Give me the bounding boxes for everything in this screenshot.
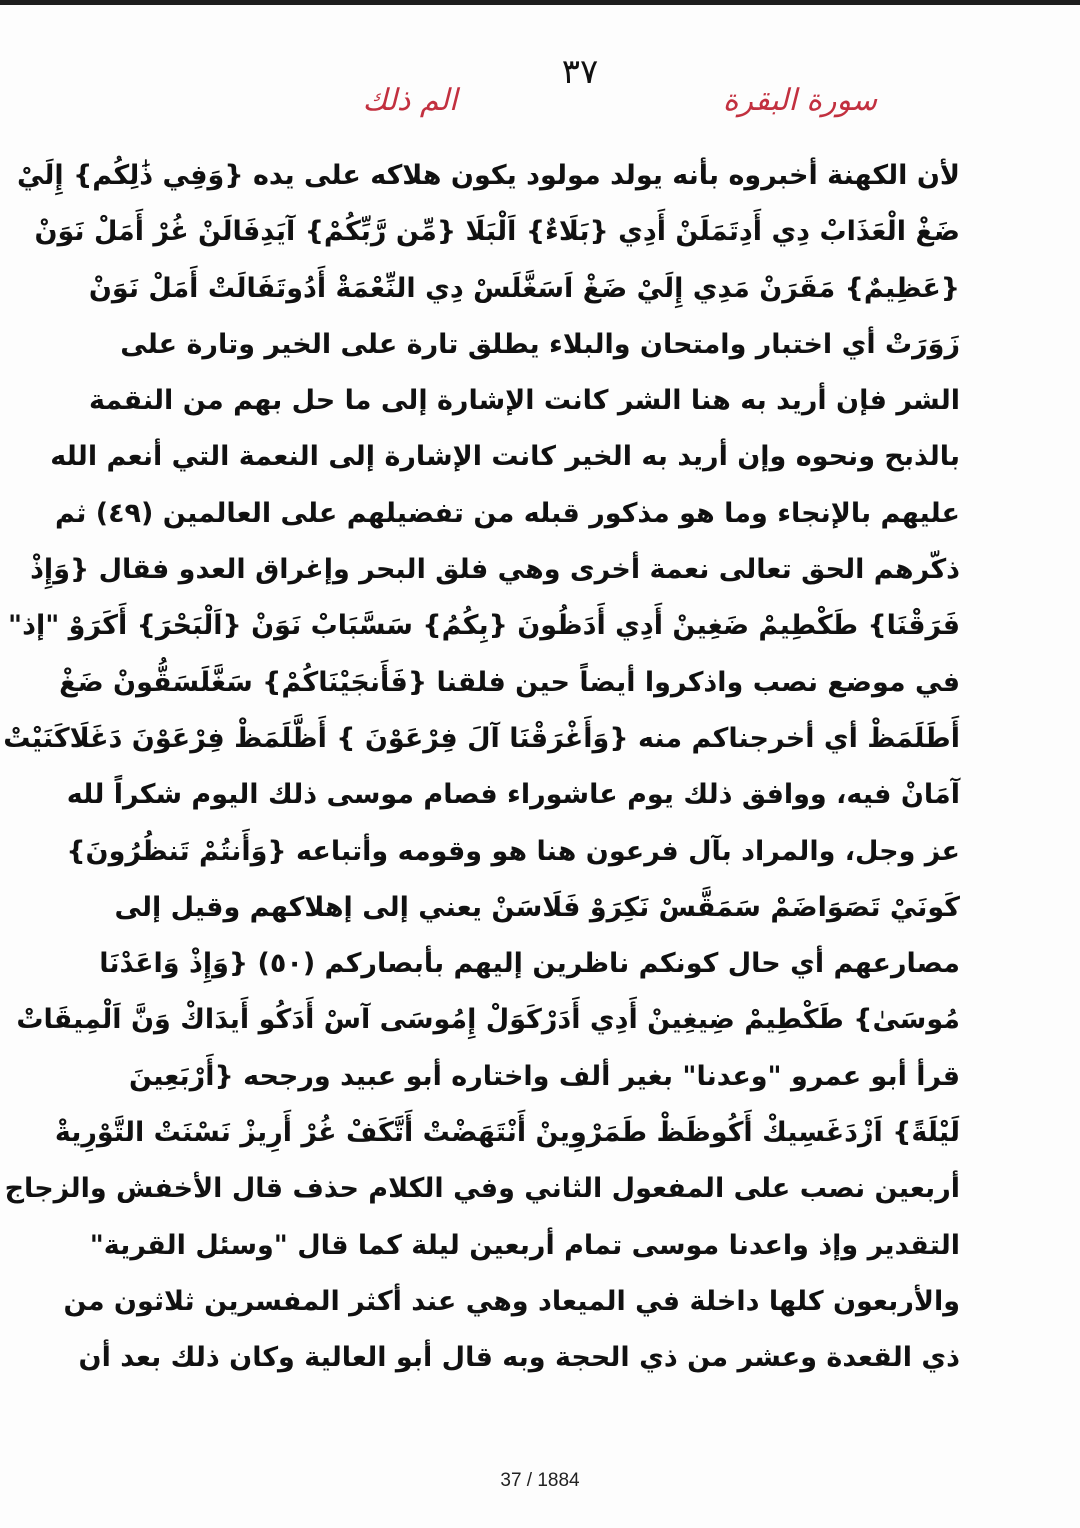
page-number: ٣٧ xyxy=(561,52,599,92)
text-line: فَرَقْنَا} طَكْطِيمْ ضَغِينْ أَدِي أَدَظُونَ {بِكُمُ} سَسَّبَابْ نَوَنْ {اَلْبَحْرَ} أَكَرَوْ "إذ" xyxy=(8,610,960,642)
juz-handwritten-note: الم ذلك xyxy=(362,83,458,118)
text-line: ذكّرهم الحق تعالى نعمة أخرى وهي فلق البحر وإغراق العدو فقال {وَإِذْ xyxy=(30,554,960,586)
scan-top-edge xyxy=(0,0,1080,5)
text-line: مصارعهم أي حال كونكم ناظرين إليهم بأبصاركم (٥٠) {وَإِذْ وَاعَدْنَا xyxy=(99,948,960,980)
text-line: الشر فإن أريد به هنا الشر كانت الإشارة إلى ما حل بهم من النقمة xyxy=(88,385,960,417)
text-line: أَطَلَمَظْ أي أخرجناكم منه {وَأَغْرَقْنَا آلَ فِرْعَوْنَ } أَظَّلَمَظْ فِرْعَوْنَ دَغَلَاكَنَيْتْ xyxy=(3,722,960,754)
text-line: زَوَرَتْ أي اختبار وامتحان والبلاء يطلق تارة على الخير وتارة على xyxy=(120,328,960,360)
text-line: عليهم بالإنجاء وما هو مذكور قبله من تفضيلهم على العالمين (٤٩) ثم xyxy=(55,497,960,529)
surah-handwritten-note: سورة البقرة xyxy=(722,83,878,118)
text-line: لَيْلَةً} اَزْدَغَسِيكْ أَكُوظَظْ طَمَرْوِينْ أَنْتَهَضْتْ أَتَّكَفْ غُرْ أَرِيزْ نَسْنَتْ التَّوْرِيةْ xyxy=(54,1117,960,1149)
text-line: ضَغْ الْعَذَابْ دِي أَدِتَمَلَنْ أَدِي {بَلَاءٌ} اَلْبَلَا {مِّن رَّبِّكُمْ} آيَدِفَالَنْ غُرْ أَمَلْ نَوَنْ xyxy=(34,216,960,248)
text-line: مُوسَىٰ} طَكْطِيمْ ضِيغِينْ أَدِي أَدَرْكَوَلْ إِمُوسَى آسْ أَدَكُو أَيدَاكْ وَنَّ اَلْمِيقَاتْ xyxy=(16,1004,960,1036)
text-line: في موضع نصب واذكروا أيضاً حين فلقنا {فَأَنجَيْنَاكُمْ} سَغَّلَسَقُّونْ ضَغْ xyxy=(59,666,960,698)
text-line: كَونَيْ تَصَوَاضَمْ سَمَقَّسْ نَكِرَوْ فَلَاسَنْ يعني إلى إهلاكهم وقيل إلى xyxy=(114,891,960,923)
text-line: عز وجل، والمراد بآل فرعون هنا هو وقومه وأتباعه {وَأَنتُمْ تَنظُرُونَ} xyxy=(66,835,960,867)
text-line: والأربعون كلها داخلة في الميعاد وهي عند أكثر المفسرين ثلاثون من xyxy=(63,1285,960,1317)
text-line: التقدير وإذ واعدنا موسى تمام أربعين ليلة كما قال "وسئل القرية" xyxy=(89,1229,960,1261)
text-line: لأن الكهنة أخبروه بأنه يولد مولود يكون هلاكه على يده {وَفِي ذَٰلِكُم} إِلَيْ xyxy=(16,160,960,191)
text-line: أربعين نصب على المفعول الثاني وفي الكلام حذف قال الأخفش والزجاج xyxy=(4,1173,960,1205)
text-line: ذي القعدة وعشر من ذي الحجة وبه قال أبو العالية وكان ذلك بعد أن xyxy=(78,1342,960,1374)
text-line: {عَظِيمٌ} مَقَرَنْ مَدِي إِلَيْ ضَغْ اَسَغَّلَسْ دِي النِّعْمَةْ أَدُوتَفَالَتْ أَمَلْ نَوَنْ xyxy=(88,272,960,304)
text-line: قرأ أبو عمرو "وعدنا" بغير ألف واختاره أبو عبيد ورجحه {أَرْبَعِينَ xyxy=(128,1060,960,1092)
tafsir-body-text xyxy=(3,148,960,1387)
pagination-indicator: 37 / 1884 xyxy=(500,1470,580,1491)
text-line: آمَانْ فيه، ووافق ذلك يوم عاشوراء فصام موسى ذلك اليوم شكراً لله xyxy=(66,779,960,811)
text-line: بالذبح ونحوه وإن أريد به الخير كانت الإشارة إلى النعمة التي أنعم الله xyxy=(50,441,960,473)
